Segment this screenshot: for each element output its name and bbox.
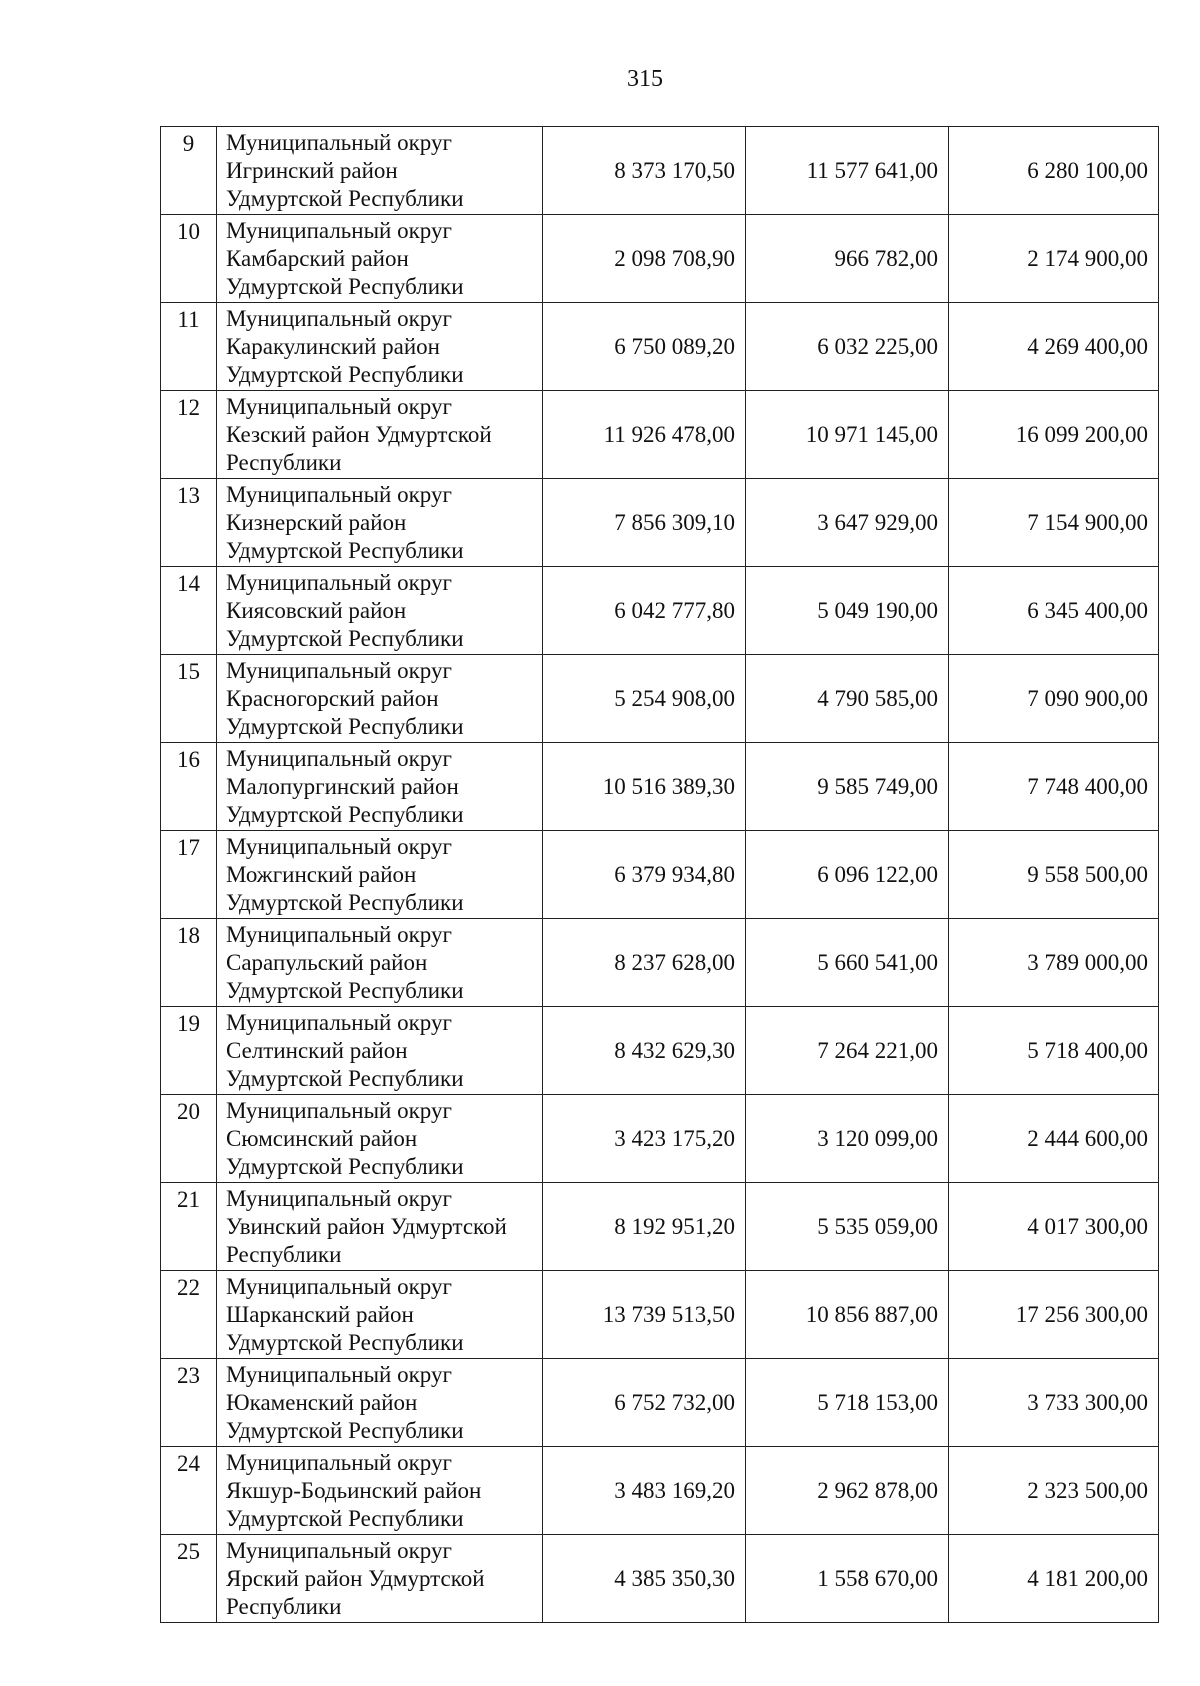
row-number: 20 bbox=[161, 1095, 217, 1183]
amount-col-1: 11 926 478,00 bbox=[543, 391, 746, 479]
municipality-name-line: Муниципальный округ bbox=[226, 393, 452, 419]
row-number: 16 bbox=[161, 743, 217, 831]
municipality-name-line: Киясовский район bbox=[226, 597, 407, 623]
amount-col-3: 4 269 400,00 bbox=[949, 303, 1159, 391]
municipality-name-line: Удмуртской Республики bbox=[226, 1153, 464, 1179]
municipality-name-line: Увинский район Удмуртской bbox=[226, 1213, 507, 1239]
municipality-name bbox=[217, 567, 543, 655]
municipality-name-line: Удмуртской Республики bbox=[226, 625, 464, 651]
municipality-name-line: Удмуртской Республики bbox=[226, 977, 464, 1003]
amount-col-1: 8 373 170,50 bbox=[543, 127, 746, 215]
row-number: 24 bbox=[161, 1447, 217, 1535]
amount-col-1: 6 752 732,00 bbox=[543, 1359, 746, 1447]
municipality-name bbox=[217, 127, 543, 215]
municipality-name-line: Республики bbox=[226, 449, 342, 475]
amount-col-2: 5 535 059,00 bbox=[746, 1183, 949, 1271]
amount-col-2: 9 585 749,00 bbox=[746, 743, 949, 831]
table-row bbox=[161, 215, 1159, 303]
municipality-name-line: Шарканский район bbox=[226, 1301, 414, 1327]
amount-col-3: 7 154 900,00 bbox=[949, 479, 1159, 567]
municipality-name-line: Сюмсинский район bbox=[226, 1125, 418, 1151]
municipality-name-line: Можгинский район bbox=[226, 861, 417, 887]
municipality-name-line: Республики bbox=[226, 1241, 342, 1267]
municipality-name bbox=[217, 1359, 543, 1447]
municipality-name-line: Игринский район bbox=[226, 157, 398, 183]
amount-col-1: 8 432 629,30 bbox=[543, 1007, 746, 1095]
municipality-name-line: Муниципальный округ bbox=[226, 657, 452, 683]
municipality-name-line: Камбарский район bbox=[226, 245, 409, 271]
municipality-name-line: Якшур-Бодьинский район bbox=[226, 1477, 482, 1503]
amount-col-2: 1 558 670,00 bbox=[746, 1535, 949, 1623]
amount-col-2: 5 049 190,00 bbox=[746, 567, 949, 655]
amount-col-1: 6 379 934,80 bbox=[543, 831, 746, 919]
amount-col-3: 4 017 300,00 bbox=[949, 1183, 1159, 1271]
row-number: 17 bbox=[161, 831, 217, 919]
municipality-name-line: Удмуртской Республики bbox=[226, 185, 464, 211]
table-row bbox=[161, 1359, 1159, 1447]
row-number: 25 bbox=[161, 1535, 217, 1623]
amount-col-2: 966 782,00 bbox=[746, 215, 949, 303]
municipality-name-line: Кезский район Удмуртской bbox=[226, 421, 492, 447]
municipality-name bbox=[217, 831, 543, 919]
amount-col-2: 3 647 929,00 bbox=[746, 479, 949, 567]
municipality-name-line: Муниципальный округ bbox=[226, 1097, 452, 1123]
municipality-name-line: Муниципальный округ bbox=[226, 921, 452, 947]
amount-col-2: 5 660 541,00 bbox=[746, 919, 949, 1007]
table-row bbox=[161, 1183, 1159, 1271]
municipality-name-line: Муниципальный округ bbox=[226, 745, 452, 771]
table-body bbox=[161, 127, 1159, 1623]
row-number: 22 bbox=[161, 1271, 217, 1359]
municipality-name-line: Муниципальный округ bbox=[226, 1273, 452, 1299]
amount-col-1: 8 237 628,00 bbox=[543, 919, 746, 1007]
municipality-name-line: Удмуртской Республики bbox=[226, 361, 464, 387]
municipality-name-line: Селтинский район bbox=[226, 1037, 408, 1063]
municipality-name-line: Муниципальный округ bbox=[226, 481, 452, 507]
row-number: 21 bbox=[161, 1183, 217, 1271]
amount-col-1: 6 750 089,20 bbox=[543, 303, 746, 391]
row-number: 13 bbox=[161, 479, 217, 567]
municipality-name-line: Муниципальный округ bbox=[226, 833, 452, 859]
municipality-name bbox=[217, 1535, 543, 1623]
row-number: 14 bbox=[161, 567, 217, 655]
amount-col-2: 6 096 122,00 bbox=[746, 831, 949, 919]
row-number: 11 bbox=[161, 303, 217, 391]
municipality-name-line: Муниципальный округ bbox=[226, 1537, 452, 1563]
row-number: 12 bbox=[161, 391, 217, 479]
amount-col-1: 2 098 708,90 bbox=[543, 215, 746, 303]
municipality-name-line: Ярский район Удмуртской bbox=[226, 1565, 485, 1591]
municipality-name-line: Красногорский район bbox=[226, 685, 439, 711]
municipality-name-line: Удмуртской Республики bbox=[226, 1329, 464, 1355]
amount-col-3: 3 789 000,00 bbox=[949, 919, 1159, 1007]
amount-col-1: 6 042 777,80 bbox=[543, 567, 746, 655]
municipality-name-line: Удмуртской Республики bbox=[226, 889, 464, 915]
amount-col-1: 5 254 908,00 bbox=[543, 655, 746, 743]
table-row bbox=[161, 1447, 1159, 1535]
amount-col-3: 7 090 900,00 bbox=[949, 655, 1159, 743]
municipality-name-line: Удмуртской Республики bbox=[226, 801, 464, 827]
row-number: 18 bbox=[161, 919, 217, 1007]
amount-col-3: 6 345 400,00 bbox=[949, 567, 1159, 655]
municipality-name-line: Каракулинский район bbox=[226, 333, 440, 359]
amount-col-3: 2 174 900,00 bbox=[949, 215, 1159, 303]
municipality-name-line: Муниципальный округ bbox=[226, 1185, 452, 1211]
municipality-name bbox=[217, 1447, 543, 1535]
municipality-name-line: Муниципальный округ bbox=[226, 1361, 452, 1387]
amount-col-3: 5 718 400,00 bbox=[949, 1007, 1159, 1095]
amount-col-3: 6 280 100,00 bbox=[949, 127, 1159, 215]
table-row bbox=[161, 655, 1159, 743]
municipality-name bbox=[217, 1183, 543, 1271]
table-row bbox=[161, 1095, 1159, 1183]
amount-col-2: 10 856 887,00 bbox=[746, 1271, 949, 1359]
amount-col-1: 8 192 951,20 bbox=[543, 1183, 746, 1271]
municipality-name-line: Удмуртской Республики bbox=[226, 713, 464, 739]
amount-col-3: 3 733 300,00 bbox=[949, 1359, 1159, 1447]
amount-col-2: 4 790 585,00 bbox=[746, 655, 949, 743]
municipality-name bbox=[217, 215, 543, 303]
amount-col-3: 9 558 500,00 bbox=[949, 831, 1159, 919]
municipality-name bbox=[217, 1095, 543, 1183]
municipality-name-line: Удмуртской Республики bbox=[226, 1417, 464, 1443]
municipality-name-line: Юкаменский район bbox=[226, 1389, 418, 1415]
municipality-name-line: Удмуртской Республики bbox=[226, 1505, 464, 1531]
amount-col-2: 10 971 145,00 bbox=[746, 391, 949, 479]
municipality-name-line: Малопургинский район bbox=[226, 773, 459, 799]
amount-col-1: 7 856 309,10 bbox=[543, 479, 746, 567]
municipality-name-line: Муниципальный округ bbox=[226, 1449, 452, 1475]
row-number: 19 bbox=[161, 1007, 217, 1095]
budget-table bbox=[160, 126, 1159, 1623]
amount-col-3: 4 181 200,00 bbox=[949, 1535, 1159, 1623]
municipality-name-line: Муниципальный округ bbox=[226, 569, 452, 595]
municipality-name-line: Муниципальный округ bbox=[226, 129, 452, 155]
amount-col-3: 7 748 400,00 bbox=[949, 743, 1159, 831]
amount-col-3: 17 256 300,00 bbox=[949, 1271, 1159, 1359]
row-number: 10 bbox=[161, 215, 217, 303]
municipality-name bbox=[217, 743, 543, 831]
amount-col-1: 13 739 513,50 bbox=[543, 1271, 746, 1359]
amount-col-3: 2 323 500,00 bbox=[949, 1447, 1159, 1535]
row-number: 9 bbox=[161, 127, 217, 215]
table-row bbox=[161, 743, 1159, 831]
municipality-name-line: Сарапульский район bbox=[226, 949, 428, 975]
amount-col-3: 16 099 200,00 bbox=[949, 391, 1159, 479]
amount-col-1: 3 483 169,20 bbox=[543, 1447, 746, 1535]
municipality-name bbox=[217, 479, 543, 567]
amount-col-2: 7 264 221,00 bbox=[746, 1007, 949, 1095]
table-row bbox=[161, 391, 1159, 479]
table-row bbox=[161, 567, 1159, 655]
municipality-name bbox=[217, 391, 543, 479]
amount-col-2: 11 577 641,00 bbox=[746, 127, 949, 215]
municipality-name-line: Кизнерский район bbox=[226, 509, 407, 535]
amount-col-2: 6 032 225,00 bbox=[746, 303, 949, 391]
table-row bbox=[161, 1271, 1159, 1359]
page-number: 315 bbox=[627, 66, 663, 92]
table-row bbox=[161, 1007, 1159, 1095]
municipality-name bbox=[217, 919, 543, 1007]
municipality-name-line: Удмуртской Республики bbox=[226, 1065, 464, 1091]
municipality-name-line: Удмуртской Республики bbox=[226, 537, 464, 563]
row-number: 23 bbox=[161, 1359, 217, 1447]
table-row bbox=[161, 479, 1159, 567]
municipality-name bbox=[217, 303, 543, 391]
amount-col-1: 3 423 175,20 bbox=[543, 1095, 746, 1183]
municipality-name bbox=[217, 655, 543, 743]
row-number: 15 bbox=[161, 655, 217, 743]
municipality-name-line: Муниципальный округ bbox=[226, 217, 452, 243]
municipality-name-line: Удмуртской Республики bbox=[226, 273, 464, 299]
municipality-name-line: Муниципальный округ bbox=[226, 1009, 452, 1035]
table-row bbox=[161, 303, 1159, 391]
amount-col-3: 2 444 600,00 bbox=[949, 1095, 1159, 1183]
amount-col-1: 4 385 350,30 bbox=[543, 1535, 746, 1623]
table-row bbox=[161, 1535, 1159, 1623]
amount-col-2: 2 962 878,00 bbox=[746, 1447, 949, 1535]
municipality-name bbox=[217, 1007, 543, 1095]
municipality-name-line: Республики bbox=[226, 1593, 342, 1619]
amount-col-1: 10 516 389,30 bbox=[543, 743, 746, 831]
municipality-name bbox=[217, 1271, 543, 1359]
table-row bbox=[161, 919, 1159, 1007]
table-row bbox=[161, 831, 1159, 919]
municipality-name-line: Муниципальный округ bbox=[226, 305, 452, 331]
amount-col-2: 3 120 099,00 bbox=[746, 1095, 949, 1183]
amount-col-2: 5 718 153,00 bbox=[746, 1359, 949, 1447]
table-row bbox=[161, 127, 1159, 215]
